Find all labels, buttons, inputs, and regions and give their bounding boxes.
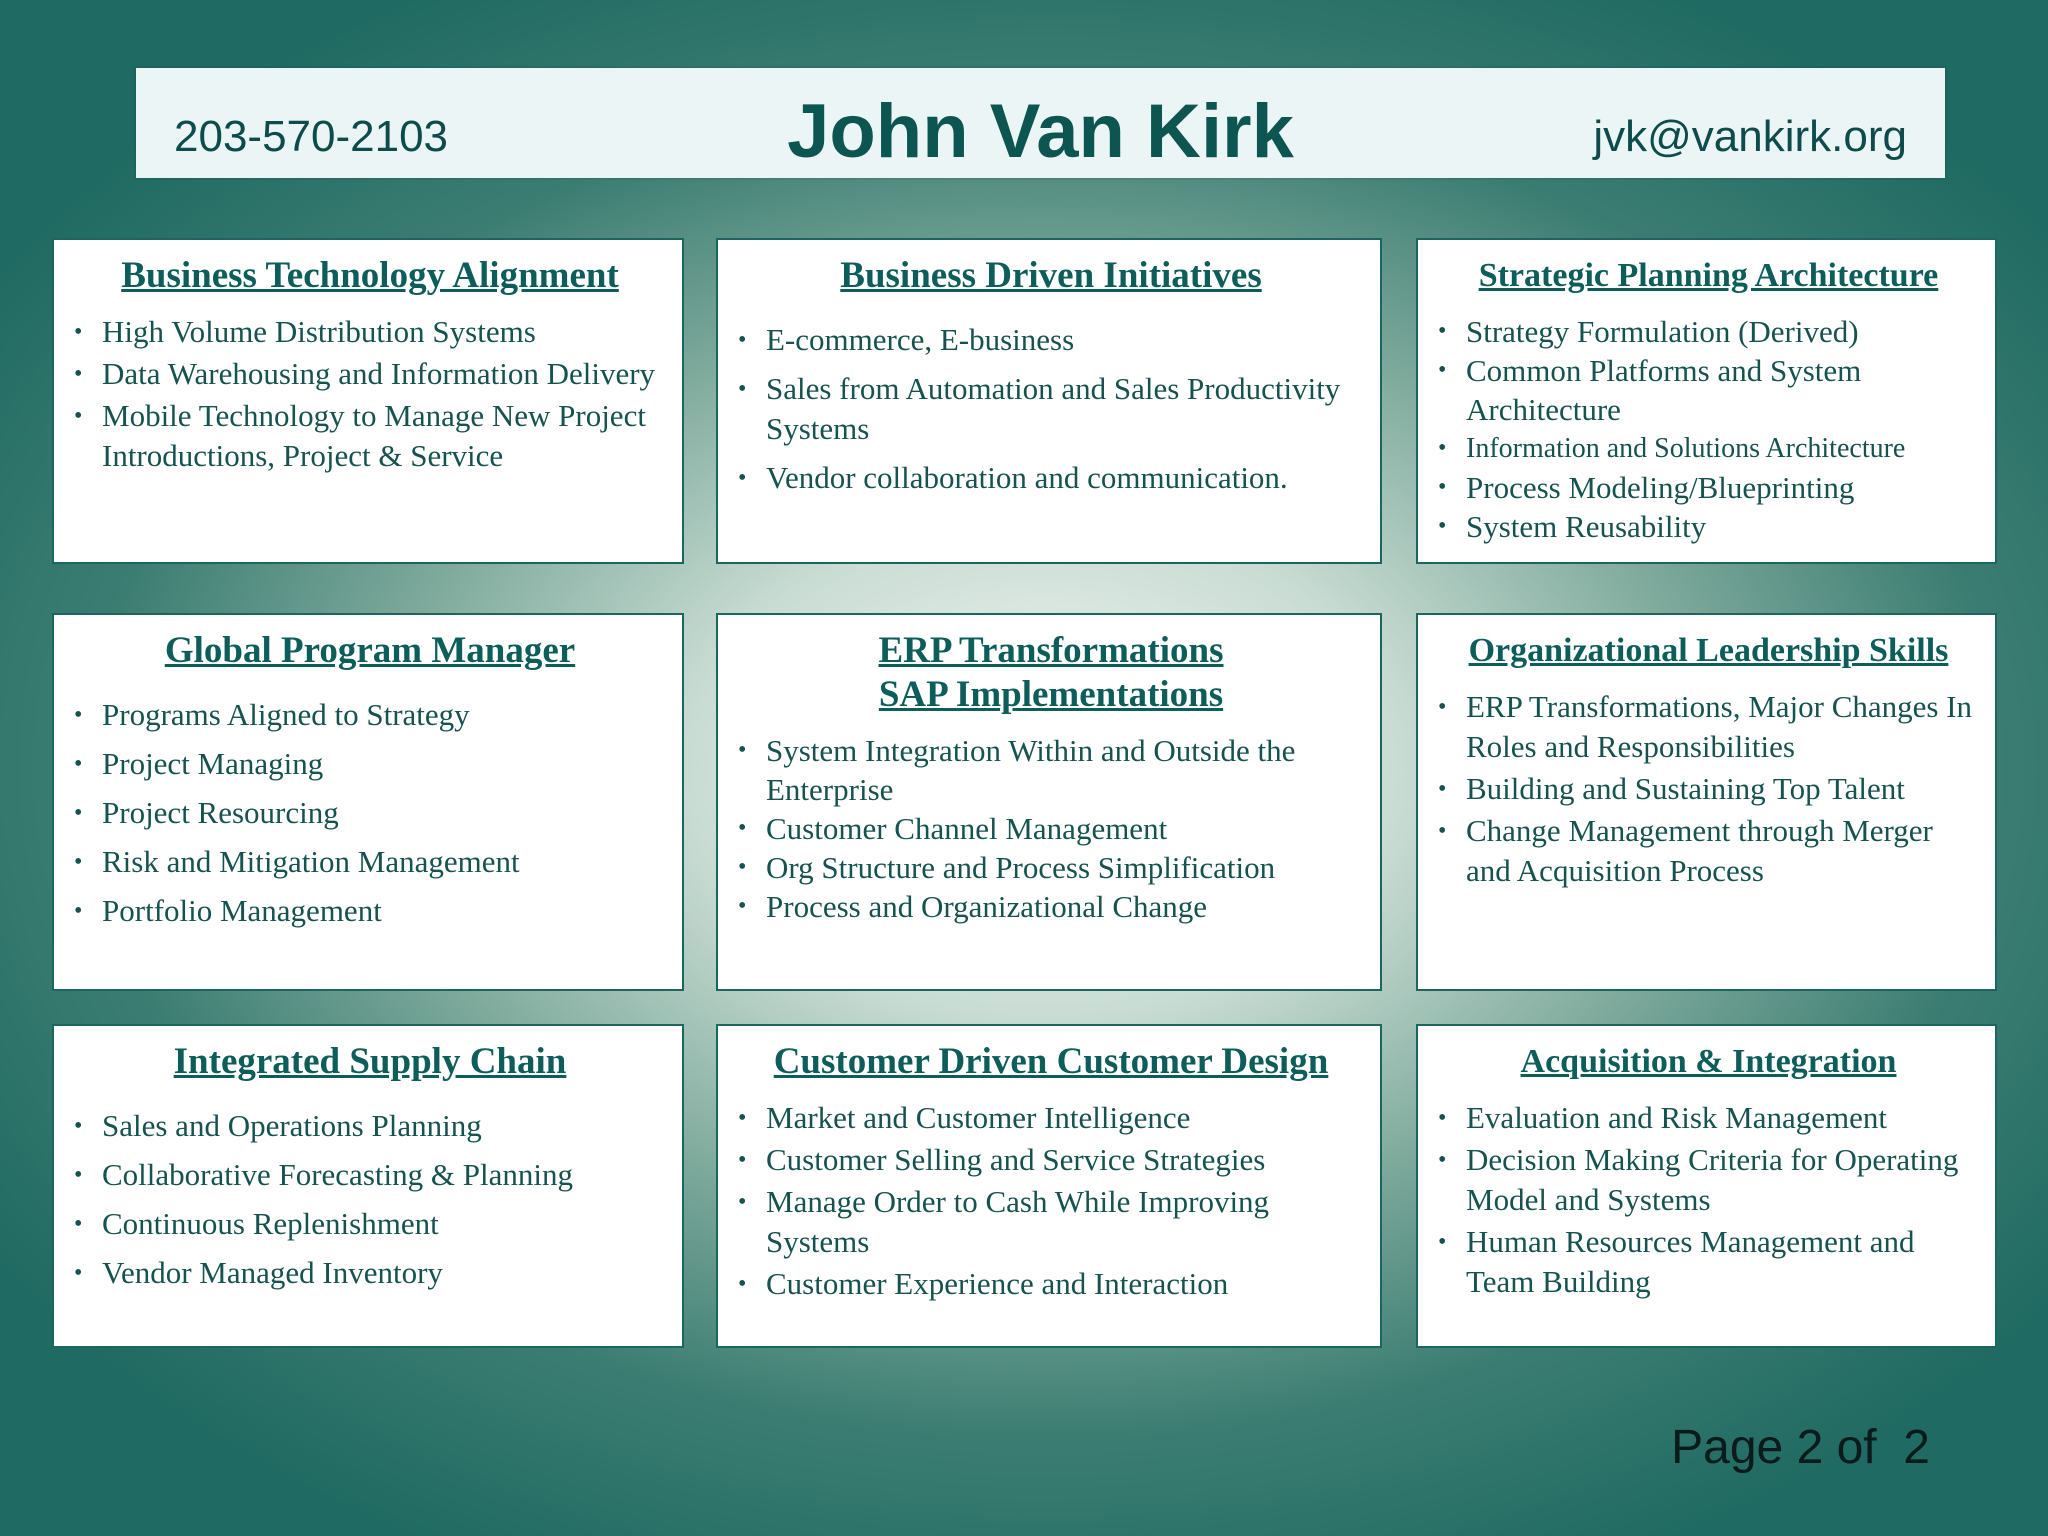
box-strategic-planning-architecture bbox=[1416, 238, 1997, 564]
list-item: • Customer Experience and Interaction bbox=[738, 1264, 1364, 1304]
list-item: • Common Platforms and System Architecture bbox=[1438, 351, 1979, 429]
list-item: • Risk and Mitigation Management bbox=[74, 842, 666, 882]
box-customer-driven-customer-design bbox=[716, 1024, 1382, 1348]
box-list bbox=[738, 731, 1364, 926]
list-item: • Customer Channel Management bbox=[738, 809, 1364, 848]
list-item: • Sales from Automation and Sales Productivity Systems bbox=[738, 369, 1364, 449]
box-erp-transformations bbox=[716, 613, 1382, 991]
box-list bbox=[1438, 687, 1979, 891]
box-list bbox=[74, 312, 666, 476]
list-item: • Customer Selling and Service Strategies bbox=[738, 1140, 1364, 1180]
list-item: • Process Modeling/Blueprinting bbox=[1438, 468, 1979, 507]
list-item: • Mobile Technology to Manage New Project Introductions, Project & Service bbox=[74, 396, 666, 476]
box-list bbox=[738, 1098, 1364, 1304]
box-title: Global Program Manager bbox=[164, 630, 576, 671]
box-title: Acquisition & Integration bbox=[1520, 1043, 1897, 1080]
list-item: • Collaborative Forecasting & Planning bbox=[74, 1155, 666, 1195]
phone-number: 203-570-2103 bbox=[174, 112, 449, 161]
list-item: • Human Resources Management and Team Building bbox=[1438, 1222, 1979, 1302]
email-address: jvk@vankirk.org bbox=[1593, 112, 1907, 161]
box-list bbox=[738, 320, 1364, 498]
page-number: Page 2 of 2 bbox=[1671, 1421, 1930, 1474]
list-item: • ERP Transformations, Major Changes In Roles and Responsibilities bbox=[1438, 687, 1979, 767]
list-item: • Strategy Formulation (Derived) bbox=[1438, 312, 1979, 351]
list-item: • Sales and Operations Planning bbox=[74, 1106, 666, 1146]
resume-header bbox=[136, 68, 1945, 178]
box-title: ERP Transformations SAP Implementations bbox=[878, 630, 1224, 715]
list-item: • Org Structure and Process Simplification bbox=[738, 848, 1364, 887]
list-item: • Decision Making Criteria for Operating Model and Systems bbox=[1438, 1140, 1979, 1220]
list-item: • Project Managing bbox=[74, 744, 666, 784]
list-item: • System Integration Within and Outside the Enterprise bbox=[738, 731, 1364, 809]
box-title: Business Driven Initiatives bbox=[840, 255, 1262, 296]
list-item: • Programs Aligned to Strategy bbox=[74, 695, 666, 735]
box-title: Strategic Planning Architecture bbox=[1478, 257, 1939, 294]
box-acquisition-integration bbox=[1416, 1024, 1997, 1348]
box-organizational-leadership-skills bbox=[1416, 613, 1997, 991]
list-item: • Process and Organizational Change bbox=[738, 887, 1364, 926]
box-list bbox=[1438, 1098, 1979, 1302]
box-title: Integrated Supply Chain bbox=[173, 1041, 567, 1082]
list-item: • Vendor collaboration and communication. bbox=[738, 458, 1364, 498]
list-item: • System Reusability bbox=[1438, 507, 1979, 546]
box-integrated-supply-chain bbox=[52, 1024, 684, 1348]
list-item: • Change Management through Merger and Acquisition Process bbox=[1438, 811, 1979, 891]
box-title: Organizational Leadership Skills bbox=[1468, 632, 1949, 669]
box-list bbox=[74, 695, 666, 931]
list-item: • Information and Solutions Architecture bbox=[1438, 429, 1979, 468]
list-item: • Project Resourcing bbox=[74, 793, 666, 833]
box-title: Business Technology Alignment bbox=[121, 255, 619, 296]
list-item: • Portfolio Management bbox=[74, 891, 666, 931]
list-item: • Market and Customer Intelligence bbox=[738, 1098, 1364, 1138]
box-title: Customer Driven Customer Design bbox=[773, 1041, 1329, 1082]
box-business-driven-initiatives bbox=[716, 238, 1382, 564]
person-name: John Van Kirk bbox=[787, 89, 1294, 174]
list-item: • Building and Sustaining Top Talent bbox=[1438, 769, 1979, 809]
box-business-technology-alignment bbox=[52, 238, 684, 564]
list-item: • Manage Order to Cash While Improving Systems bbox=[738, 1182, 1364, 1262]
list-item: • Continuous Replenishment bbox=[74, 1204, 666, 1244]
list-item: • Vendor Managed Inventory bbox=[74, 1253, 666, 1293]
list-item: • Data Warehousing and Information Delivery bbox=[74, 354, 666, 394]
list-item: • E-commerce, E-business bbox=[738, 320, 1364, 360]
list-item: • Evaluation and Risk Management bbox=[1438, 1098, 1979, 1138]
box-global-program-manager bbox=[52, 613, 684, 991]
list-item: • High Volume Distribution Systems bbox=[74, 312, 666, 352]
box-list bbox=[74, 1106, 666, 1293]
box-list bbox=[1438, 312, 1979, 546]
